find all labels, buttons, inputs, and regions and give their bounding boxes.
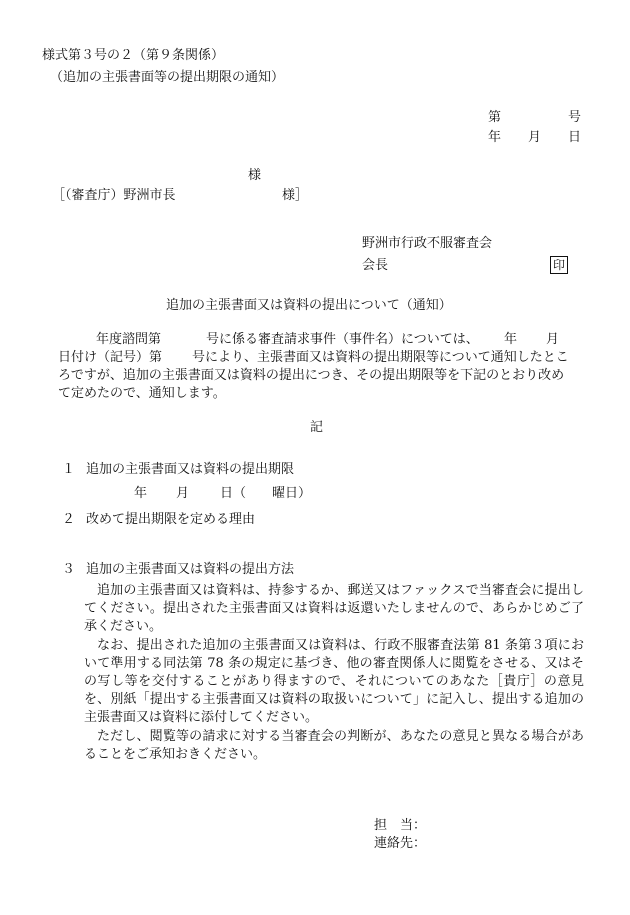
form-subtitle: （追加の主張書面等の提出期限の通知） [50, 70, 285, 85]
form-number: 様式第３号の２（第９条関係） [42, 48, 225, 63]
body-notice: 号により、主張書面又は資料の提出期限等について通知したとこ [192, 350, 569, 365]
item-1-weekday: 曜日） [272, 486, 312, 501]
item-1-day: 日（ [220, 486, 247, 501]
contact-info-label: 連絡先： [374, 836, 427, 851]
body-line-3: ろですが、追加の主張書面又は資料の提出につき、その提出期限等を下記のとおり改め [58, 368, 565, 383]
seal-mark: 印 [550, 256, 568, 274]
item-1-month: 月 [176, 486, 190, 501]
item-3-paragraph-1: 追加の主張書面又は資料は、持参するか、郵送又はファックスで当審査会に提出してください。提出された主張書面又は資料は返還いたしませんので、あらかじめご了承ください。 [84, 583, 584, 634]
sender-org: 野洲市行政不服審査会 [362, 236, 493, 251]
body-month: 月 [546, 332, 560, 347]
doc-number-suffix: 号 [568, 110, 582, 125]
doc-date-year: 年 [488, 130, 502, 145]
addressee-line-end: 様］ [282, 188, 309, 203]
item-1-label: 追加の主張書面又は資料の提出期限 [86, 462, 295, 477]
body-fiscal-year: 年度諮問第 [96, 332, 162, 347]
body-date-ref: 日付け（記号）第 [58, 350, 163, 365]
body-line-4: て定めたので、通知します。 [58, 386, 226, 401]
item-3-label: 追加の主張書面又は資料の提出方法 [86, 562, 295, 577]
item-3-paragraph-3: ただし、閲覧等の請求に対する当審査会の判断が、あなたの意見と異なる場合があることをご承知おきください。 [84, 729, 584, 762]
addressee-honorific: 様 [248, 168, 262, 183]
item-2-label: 改めて提出期限を定める理由 [86, 512, 256, 527]
doc-number-prefix: 第 [488, 110, 502, 125]
doc-date-day: 日 [568, 130, 582, 145]
item-1-number: １ [62, 462, 76, 477]
item-3-number: ３ [62, 562, 76, 577]
item-2-number: ２ [62, 512, 76, 527]
item-1-year: 年 [134, 486, 148, 501]
item-3-paragraph-2: なお、提出された追加の主張書面又は資料は、行政不服審査法第 81 条第３項において準用する同法第 78 条の規定に基づき、他の審査関係人に閲覧をさせる、又はその写し等を交付することがあり得ますので、それについてのあなた［貴庁］の意見を、別紙「提出する主張書面又は資料の取扱いについて」に記入し、提出する追加の主張書面又は資料に添付してください。 [84, 638, 584, 725]
doc-date-month: 月 [528, 130, 542, 145]
body-year: 年 [504, 332, 518, 347]
document-title: 追加の主張書面又は資料の提出について（通知） [166, 298, 452, 313]
body-inquiry: 号に係る審査請求事件（事件名）については、 [206, 332, 479, 347]
addressee-line: ［（審査庁）野洲市長 [52, 188, 176, 203]
contact-person-label: 担 当： [374, 818, 427, 833]
ki-heading: 記 [310, 420, 324, 435]
sender-title: 会長 [362, 258, 389, 273]
